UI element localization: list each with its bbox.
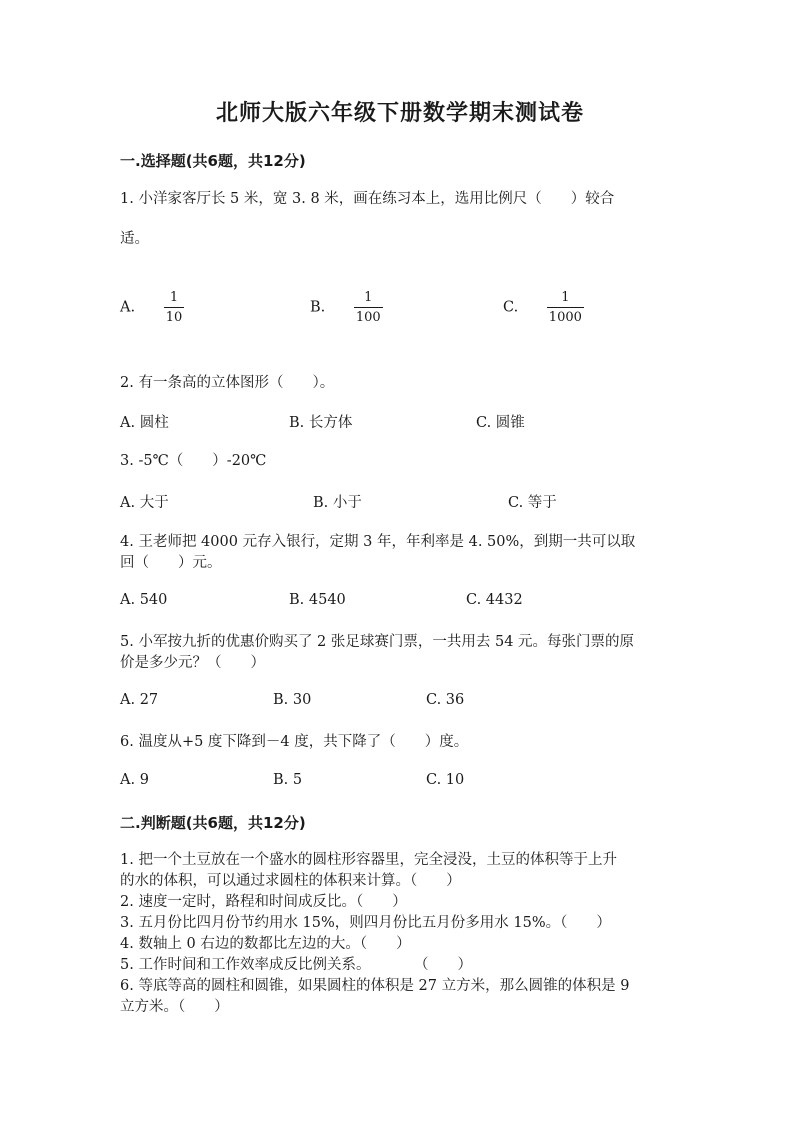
question-4-option-b[interactable]: B. 4540 (289, 592, 346, 608)
fraction-bar (547, 307, 584, 308)
fraction-bar (164, 307, 185, 308)
question-5-text-cont: 价是多少元？（ ） (120, 655, 265, 671)
question-6-option-a[interactable]: A. 9 (120, 772, 149, 788)
question-1-option-c[interactable] (503, 290, 584, 325)
question-5-option-a[interactable]: A. 27 (120, 692, 159, 708)
judge-line: 立方米。（ ） (120, 999, 229, 1015)
judge-line: 的水的体积，可以通过求圆柱的体积来计算。（ ） (120, 873, 461, 889)
option-label: C. (503, 299, 519, 316)
fraction (547, 290, 584, 325)
fraction-numerator: 1 (364, 290, 373, 305)
question-3-option-b[interactable]: B. 小于 (313, 495, 362, 511)
judge-line: 6. 等底等高的圆柱和圆锥，如果圆柱的体积是 27 立方米，那么圆锥的体积是 9 (120, 978, 630, 994)
fraction-numerator: 1 (561, 290, 570, 305)
page-title: 北师大版六年级下册数学期末测试卷 (215, 101, 584, 126)
option-label: B. (310, 299, 326, 316)
question-6-text: 6. 温度从+5 度下降到－4 度，共下降了（ ）度。 (120, 734, 469, 750)
fraction-numerator: 1 (169, 290, 179, 305)
question-2-option-b[interactable]: B. 长方体 (289, 415, 353, 431)
question-3-option-a[interactable]: A. 大于 (120, 495, 169, 511)
question-5-option-b[interactable]: B. 30 (273, 692, 312, 708)
question-1-option-b[interactable] (310, 290, 383, 325)
section-heading-choice: 一.选择题(共6题，共12分) (120, 152, 306, 170)
judge-line: 2. 速度一定时，路程和时间成反比。（ ） (120, 894, 407, 910)
question-2-option-a[interactable]: A. 圆柱 (120, 415, 169, 431)
question-5-text: 5. 小军按九折的优惠价购买了 2 张足球赛门票，一共用去 54 元。每张门票的原 (120, 634, 635, 650)
question-1-option-a[interactable] (120, 290, 184, 325)
question-4-text-cont: 回（ ）元。 (120, 555, 222, 571)
question-4-option-a[interactable]: A. 540 (120, 592, 168, 608)
question-6-option-b[interactable]: B. 5 (273, 772, 303, 788)
fraction-denominator: 1000 (548, 310, 582, 325)
question-2-option-c[interactable]: C. 圆锥 (476, 415, 525, 431)
fraction-bar (354, 307, 383, 308)
question-5-option-c[interactable]: C. 36 (426, 692, 465, 708)
fraction (354, 290, 383, 325)
fraction (164, 290, 185, 325)
question-3-option-c[interactable]: C. 等于 (508, 495, 557, 511)
section-heading-judge: 二.判断题(共6题，共12分) (120, 814, 306, 832)
option-label: A. (120, 299, 136, 316)
judge-line: 1. 把一个土豆放在一个盛水的圆柱形容器里，完全浸没，土豆的体积等于上升 (120, 852, 617, 868)
question-1-text: 1. 小洋家客厅长 5 米，宽 3. 8 米，画在练习本上，选用比例尺（ ）较合 (120, 191, 615, 207)
question-1-text-cont: 适。 (120, 231, 149, 247)
question-6-option-c[interactable]: C. 10 (426, 772, 465, 788)
fraction-denominator: 10 (165, 310, 183, 325)
question-2-text: 2. 有一条高的立体图形（ ）。 (120, 375, 335, 391)
question-3-text: 3. -5℃（ ）-20℃ (120, 453, 267, 469)
judge-line: 5. 工作时间和工作效率成反比例关系。 （ ） (120, 957, 472, 973)
question-4-text: 4. 王老师把 4000 元存入银行，定期 3 年，年利率是 4. 50%，到期一共可以取 (120, 534, 636, 550)
fraction-denominator: 100 (355, 310, 381, 325)
judge-line: 4. 数轴上 0 右边的数都比左边的大。（ ） (120, 936, 411, 952)
judge-line: 3. 五月份比四月份节约用水 15%，则四月份比五月份多用水 15%。（ ） (120, 915, 611, 931)
question-4-option-c[interactable]: C. 4432 (466, 592, 523, 608)
